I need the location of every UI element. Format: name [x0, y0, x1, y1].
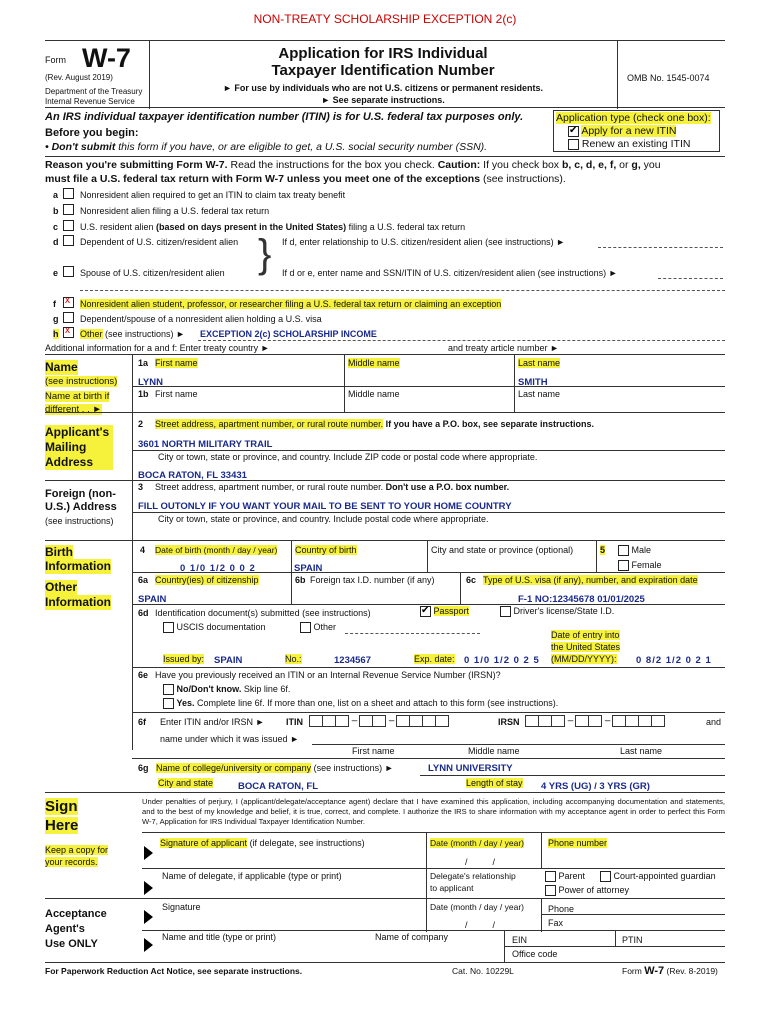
drivers-checkbox[interactable]	[500, 606, 511, 617]
last-name-label: Last name	[518, 358, 561, 368]
foreign-tax-label: Foreign tax I.D. number (if any)	[310, 575, 435, 585]
country-birth-value[interactable]: SPAIN	[294, 563, 323, 574]
omb-number: OMB No. 1545-0074	[627, 73, 710, 83]
dept-line1: Department of the Treasury	[45, 87, 143, 96]
intro-line1: An IRS individual taxpayer identification number (ITIN) is for U.S. federal tax purposes only.	[45, 111, 524, 123]
sign-arrow-icon-3	[144, 910, 153, 924]
foreign-street-value[interactable]: FILL OUTONLY IF YOU WANT YOUR MAIL TO BE SENT TO YOUR HOME COUNTRY	[138, 501, 512, 512]
sign-arrow-icon-4	[144, 938, 153, 952]
poa-checkbox[interactable]	[545, 885, 556, 896]
last-name-value[interactable]: SMITH	[518, 377, 548, 388]
apply-new-label: Apply for a new ITIN	[581, 125, 677, 137]
middle-name-label: Middle name	[348, 358, 400, 368]
relationship-field[interactable]	[598, 238, 723, 248]
name-side-label: Name	[45, 360, 78, 374]
reason-c-label: U.S. resident alien (based on days present in the United States) filing a U.S. federal tax return	[80, 222, 466, 232]
court-guardian-checkbox[interactable]	[600, 871, 611, 882]
form-number: W-7	[82, 43, 131, 73]
passport-checkbox[interactable]	[420, 606, 431, 617]
form-word: Form	[45, 55, 66, 65]
first-name-label: First name	[155, 358, 198, 368]
uscis-checkbox[interactable]	[163, 622, 174, 633]
country-birth-label: Country of birth	[295, 545, 357, 555]
issued-by-value[interactable]: SPAIN	[214, 655, 243, 666]
reason-e-label: Spouse of U.S. citizen/resident alien	[80, 268, 225, 278]
reason-h-checkbox[interactable]	[63, 327, 74, 338]
perjury-statement: Under penalties of perjury, I (applicant/delegate/acceptance agent) declare that I have examined this application, including accompanying documentation and statements, and to the best of my knowledge and belief, it is true, correct, and complete. I authorize the IRS to share information with my acceptance agent in order to perfect this Form W-7, Application for IRS Individual Taxpayer Identification Number.	[142, 797, 725, 826]
dob-label: Date of birth (month / day / year)	[155, 545, 278, 555]
citizenship-label: Country(ies) of citizenship	[155, 575, 259, 585]
application-type-box	[553, 110, 720, 152]
form-rev: (Rev. August 2019)	[45, 73, 113, 82]
foreign-street-label: Street address, apartment number, or rural route number. Don't use a P.O. box number.	[155, 482, 510, 492]
footer-notice: For Paperwork Reduction Act Notice, see separate instructions.	[45, 966, 303, 976]
exp-date-value[interactable]: 0 1/0 1/2 0 2 5	[464, 655, 540, 666]
footer-form: Form W-7 (Rev. 8-2019)	[622, 965, 718, 977]
city-birth-label: City and state or province (optional)	[431, 545, 574, 555]
reason-a-label: Nonresident alien required to get an ITIN to claim tax treaty benefit	[80, 190, 346, 200]
renew-checkbox[interactable]	[568, 139, 579, 150]
reason-e-note: If d or e, enter name and SSN/ITIN of U.S. citizen/resident alien (see instructions) ►	[282, 268, 618, 278]
intro-line2: Before you begin:	[45, 127, 139, 139]
no-dont-know-checkbox[interactable]	[163, 684, 174, 695]
reason-line1: Reason you're submitting Form W-7. Read the instructions for the box you check. Caution: If you check box b, c, d, e, f, or g, you	[45, 159, 661, 171]
dept-line2: Internal Revenue Service	[45, 97, 135, 106]
treaty-article-label: and treaty article number ►	[448, 343, 559, 353]
mailing-street-value[interactable]: 3601 NORTH MILITARY TRAIL	[138, 439, 273, 450]
visa-label: Type of U.S. visa (if any), number, and expiration date	[483, 575, 698, 585]
top-banner: NON-TREATY SCHOLARSHIP EXCEPTION 2(c)	[253, 12, 517, 26]
itin-boxes[interactable]: – –	[310, 715, 449, 727]
yes-checkbox[interactable]	[163, 698, 174, 709]
reason-line2: must file a U.S. federal tax return with Form W-7 unless you meet one of the exceptions (see instructions).	[45, 173, 566, 185]
form-sub-1: ► For use by individuals who are not U.S. citizens or permanent residents.	[223, 83, 543, 93]
mailing-city-label: City or town, state or province, and country. Include ZIP code or postal code where appropriate.	[158, 452, 538, 462]
first-name-value[interactable]: LYNN	[138, 377, 163, 388]
apply-new-checkbox[interactable]	[568, 126, 579, 137]
other-doc-field[interactable]	[345, 624, 480, 634]
visa-value[interactable]: F-1 NO:12345678 01/01/2025	[518, 594, 645, 605]
reason-e-checkbox[interactable]	[63, 266, 74, 277]
sign-arrow-icon	[144, 846, 153, 860]
doc-number-value[interactable]: 1234567	[334, 655, 371, 666]
reason-c-checkbox[interactable]	[63, 220, 74, 231]
app-type-label: Application type (check one box):	[556, 112, 711, 124]
reason-g-label: Dependent/spouse of a nonresident alien holding a U.S. visa	[80, 314, 322, 324]
mailing-street-label: Street address, apartment number, or rural route number. If you have a P.O. box, see separate instructions.	[155, 419, 595, 429]
reason-h-label: Other (see instructions) ►	[80, 329, 185, 339]
reason-h-value[interactable]: EXCEPTION 2(c) SCHOLARSHIP INCOME	[200, 329, 377, 339]
cat-number: Cat. No. 10229L	[452, 966, 514, 976]
college-city-value[interactable]: BOCA RATON, FL	[238, 781, 319, 792]
length-stay-value[interactable]: 4 YRS (UG) / 3 YRS (GR)	[541, 781, 650, 792]
date-entry-value[interactable]: 0 8/2 1/2 0 2 1	[636, 655, 712, 666]
sign-arrow-icon-2	[144, 881, 153, 895]
form-sub-2: ► See separate instructions.	[321, 95, 445, 105]
other-doc-checkbox[interactable]	[300, 622, 311, 633]
mailing-city-value[interactable]: BOCA RATON, FL 33431	[138, 470, 247, 481]
mailing-side-label: Applicant's Mailing Address	[45, 425, 113, 470]
form-title-2: Taxpayer Identification Number	[271, 62, 495, 79]
additional-info-label: Additional information for a and f: Enter treaty country ►	[45, 343, 270, 353]
male-checkbox[interactable]	[618, 545, 629, 556]
phone-label: Phone number	[548, 838, 608, 848]
reason-a-checkbox[interactable]	[63, 188, 74, 199]
reason-g-checkbox[interactable]	[63, 312, 74, 323]
college-value[interactable]: LYNN UNIVERSITY	[428, 763, 513, 774]
reason-d-checkbox[interactable]	[63, 235, 74, 246]
citizen-name-field[interactable]	[658, 269, 723, 279]
id-docs-label: Identification document(s) submitted (see instructions)	[155, 608, 371, 618]
parent-checkbox[interactable]	[545, 871, 556, 882]
prev-itin-question: Have you previously received an ITIN or an Internal Revenue Service Number (IRSN)?	[155, 670, 501, 680]
foreign-city-label: City or town, state or province, and country. Include postal code where appropriate.	[158, 514, 489, 524]
reason-b-label: Nonresident alien filing a U.S. federal tax return	[80, 206, 270, 216]
intro-line3: • Don't submit this form if you have, or are eligible to get, a U.S. social security number (SSN).	[45, 141, 488, 153]
reason-f-checkbox[interactable]	[63, 297, 74, 308]
brace: }	[258, 232, 272, 276]
irsn-boxes[interactable]: – –	[526, 715, 665, 727]
reason-b-checkbox[interactable]	[63, 204, 74, 215]
citizenship-value[interactable]: SPAIN	[138, 594, 167, 605]
reason-d-label: Dependent of U.S. citizen/resident alien	[80, 237, 239, 247]
reason-d-note: If d, enter relationship to U.S. citizen/resident alien (see instructions) ►	[282, 237, 566, 247]
dob-value[interactable]: 0 1/0 1/2 0 0 2	[180, 563, 256, 574]
form-title-1: Application for IRS Individual	[278, 45, 488, 62]
reason-f-label: Nonresident alien student, professor, or researcher filing a U.S. federal tax return or claiming an exception	[80, 299, 502, 309]
form-header	[45, 40, 725, 108]
renew-label: Renew an existing ITIN	[581, 138, 691, 150]
female-checkbox[interactable]	[618, 560, 629, 571]
